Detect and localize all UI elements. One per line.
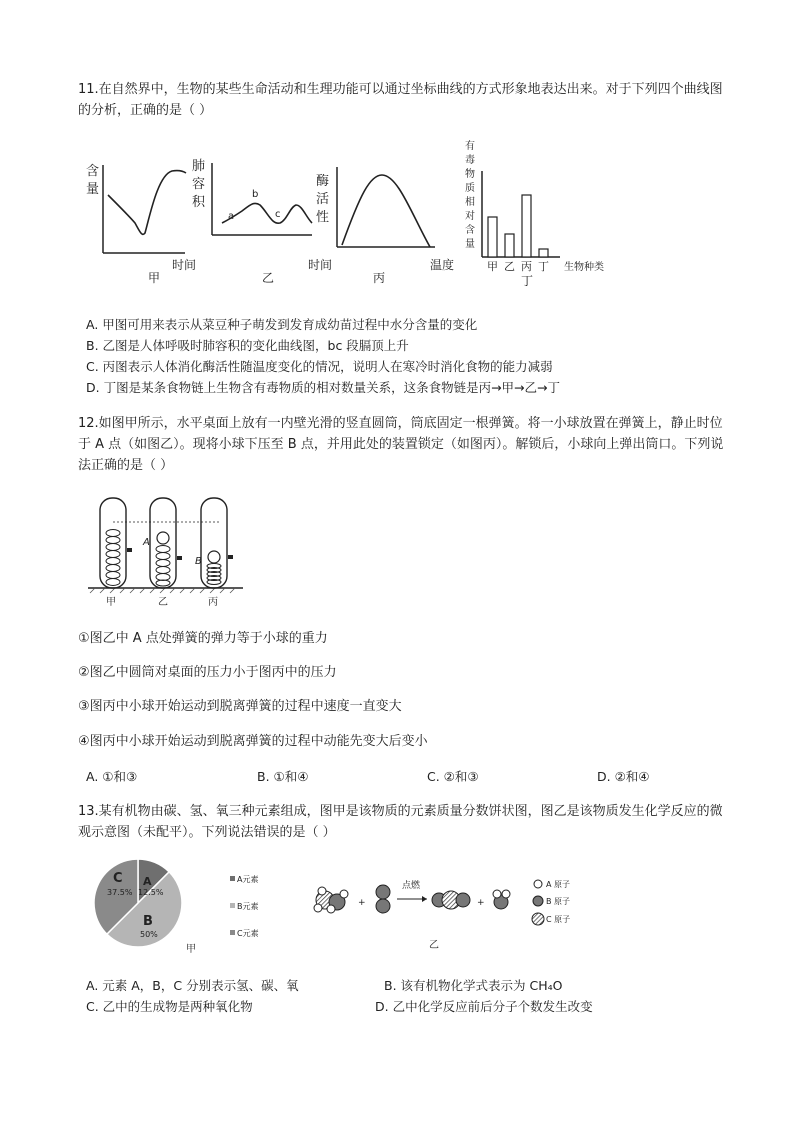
pie-caption: 甲	[186, 944, 196, 955]
yi-ylabel-1: 肺	[192, 159, 206, 174]
q12-option-a[interactable]: A. ①和③	[86, 769, 138, 784]
ding-bar-yi	[505, 234, 514, 257]
legend-C: C元素	[237, 929, 259, 938]
label-bing: 丙	[208, 597, 218, 608]
q12-statement-1: ①图乙中 A 点处弹簧的弹力等于小球的重力	[78, 631, 328, 646]
q12-statement-4: ④图丙中小球开始运动到脱离弹簧的过程中动能先变大后变小	[78, 734, 428, 749]
q13-option-d[interactable]: D. 乙中化学反应前后分子个数发生改变	[375, 999, 593, 1014]
bing-caption: 丙	[373, 271, 386, 285]
tube-jia	[100, 498, 132, 588]
tube-bing	[195, 498, 233, 588]
ding-ylabel-4: 质	[465, 183, 475, 194]
yi-caption: 乙	[262, 271, 275, 285]
q11-option-a[interactable]: A. 甲图可用来表示从菜豆种子萌发到发育成幼苗过程中水分含量的变化	[86, 317, 478, 332]
legend-swatch-B	[230, 903, 235, 908]
q11-option-d[interactable]: D. 丁图是某条食物链上生物含有毒物质的相对数量关系，这条食物链是丙→甲→乙→丁	[86, 380, 560, 395]
plus-2: +	[477, 898, 485, 908]
bing-ylabel-2: 活	[316, 192, 330, 207]
yi-ylabel-3: 积	[192, 195, 206, 210]
ding-ylabel-2: 毒	[465, 155, 475, 166]
legend-A: A元素	[237, 875, 259, 884]
q13-reaction-figure	[305, 870, 605, 955]
jia-xlabel: 时间	[172, 258, 197, 272]
q12-figure	[88, 493, 248, 613]
ding-ylabel-8: 量	[465, 239, 475, 250]
q11-stem: 11.在自然界中，生物的某些生命活动和生理功能可以通过坐标曲线的方式形象地表达出来。对于下列四个曲线图的分析，正确的是（ ）	[78, 82, 723, 118]
yi-ylabel-2: 容	[192, 177, 206, 192]
bing-curve	[342, 175, 430, 247]
plus-1: +	[358, 898, 366, 908]
ding-cat-yi: 乙	[504, 260, 515, 273]
legend-B: B元素	[237, 902, 259, 911]
q12-statement-3: ③图丙中小球开始运动到脱离弹簧的过程中速度一直变大	[78, 699, 402, 714]
legend-atom-A-label: A 原子	[546, 880, 571, 889]
ding-ylabel-3: 物	[465, 169, 475, 180]
legend-atom-B	[533, 896, 543, 906]
q13-pie-figure	[90, 855, 300, 955]
point-B: B	[195, 556, 202, 567]
bing-xlabel: 温度	[430, 258, 455, 272]
pie-slices	[94, 859, 182, 947]
jia-ylabel-2: 量	[86, 182, 100, 197]
ding-ylabel-7: 含	[465, 225, 475, 236]
ding-cat-bing: 丙	[521, 260, 532, 273]
q13-option-a[interactable]: A. 元素 A，B，C 分别表示氢、碳、氧	[86, 978, 299, 993]
graph-ding	[465, 139, 604, 273]
jia-caption: 甲	[148, 271, 161, 285]
ding-bar-bing	[522, 195, 531, 257]
bing-ylabel-1: 酶	[316, 174, 330, 189]
q12-stem: 12.如图甲所示，水平桌面上放有一内壁光滑的竖直圆筒，筒底固定一根弹簧。将一小球放置在弹簧上，静止时位于 A 点（如图乙）。现将小球下压至 B 点，并用此处的装置锁定（如图丙）。解锁后，小球向上弹出筒口。下列说法正确的是（ ）	[78, 416, 724, 473]
pie-pct-A: 12.5%	[138, 888, 164, 897]
q12-option-c[interactable]: C. ②和③	[427, 769, 479, 784]
ding-caption: 丁	[521, 274, 534, 288]
yi-point-c: c	[275, 209, 281, 220]
jia-ylabel-1: 含	[86, 164, 100, 179]
label-yi: 乙	[158, 597, 168, 608]
pie-label-B: B	[143, 914, 153, 929]
q11-option-c[interactable]: C. 丙图表示人体消化酶活性随温度变化的情况，说明人在寒冷时消化食物的能力减弱	[86, 359, 553, 374]
ding-ylabel-6: 对	[465, 211, 475, 222]
q12-option-d[interactable]: D. ②和④	[597, 769, 650, 784]
yi-point-b: b	[252, 189, 259, 200]
reactant-2	[376, 885, 390, 913]
legend-atom-B-label: B 原子	[546, 897, 571, 906]
label-jia: 甲	[106, 597, 116, 608]
pie-label-C: C	[113, 871, 123, 886]
legend-atom-C-label: C 原子	[546, 915, 571, 924]
legend-atom-C	[532, 913, 544, 925]
ding-cat-jia: 甲	[487, 260, 498, 273]
q12-option-b[interactable]: B. ①和④	[257, 769, 309, 784]
legend-swatch-C	[230, 930, 235, 935]
point-A: A	[143, 537, 150, 548]
graph-yi	[192, 158, 332, 272]
jia-curve	[108, 171, 186, 235]
ding-ylabel-1: 有	[465, 141, 475, 152]
arrow-label: 点燃	[402, 881, 421, 891]
legend-swatch-A	[230, 876, 235, 881]
ding-cat-ding: 丁	[538, 260, 549, 273]
graph-bing	[316, 167, 454, 272]
pie-label-A: A	[143, 875, 152, 888]
product-2	[493, 890, 510, 909]
ding-ylabel-5: 相	[465, 197, 475, 208]
reactant-1	[314, 887, 348, 913]
legend-atom-A	[534, 880, 542, 888]
yi-curve	[222, 203, 312, 223]
ding-bar-ding	[539, 249, 548, 257]
q13-option-b[interactable]: B. 该有机物化学式表示为 CH₄O	[384, 978, 563, 993]
tube-yi	[142, 498, 182, 588]
q11-option-b[interactable]: B. 乙图是人体呼吸时肺容积的变化曲线图，bc 段膈顶上升	[86, 338, 409, 353]
ding-xlabel: 生物种类	[564, 262, 604, 273]
yi-xlabel: 时间	[308, 258, 333, 272]
pie-pct-B: 50%	[140, 930, 158, 939]
graph-jia	[86, 164, 196, 272]
q13-option-c[interactable]: C. 乙中的生成物是两种氧化物	[86, 999, 253, 1014]
product-1	[432, 891, 470, 909]
q11-graphs	[80, 135, 640, 288]
bing-ylabel-3: 性	[316, 210, 330, 225]
q13-stem: 13.某有机物由碳、氢、氧三种元素组成，图甲是该物质的元素质量分数饼状图，图乙是该物质发生化学反应的微观示意图（未配平）。下列说法错误的是（ ）	[78, 804, 723, 840]
yi-point-a: a	[228, 211, 235, 222]
q12-statement-2: ②图乙中圆筒对桌面的压力小于图丙中的压力	[78, 665, 337, 680]
reaction-caption: 乙	[429, 940, 439, 951]
ding-bar-jia	[488, 217, 497, 257]
pie-pct-C: 37.5%	[107, 888, 133, 897]
